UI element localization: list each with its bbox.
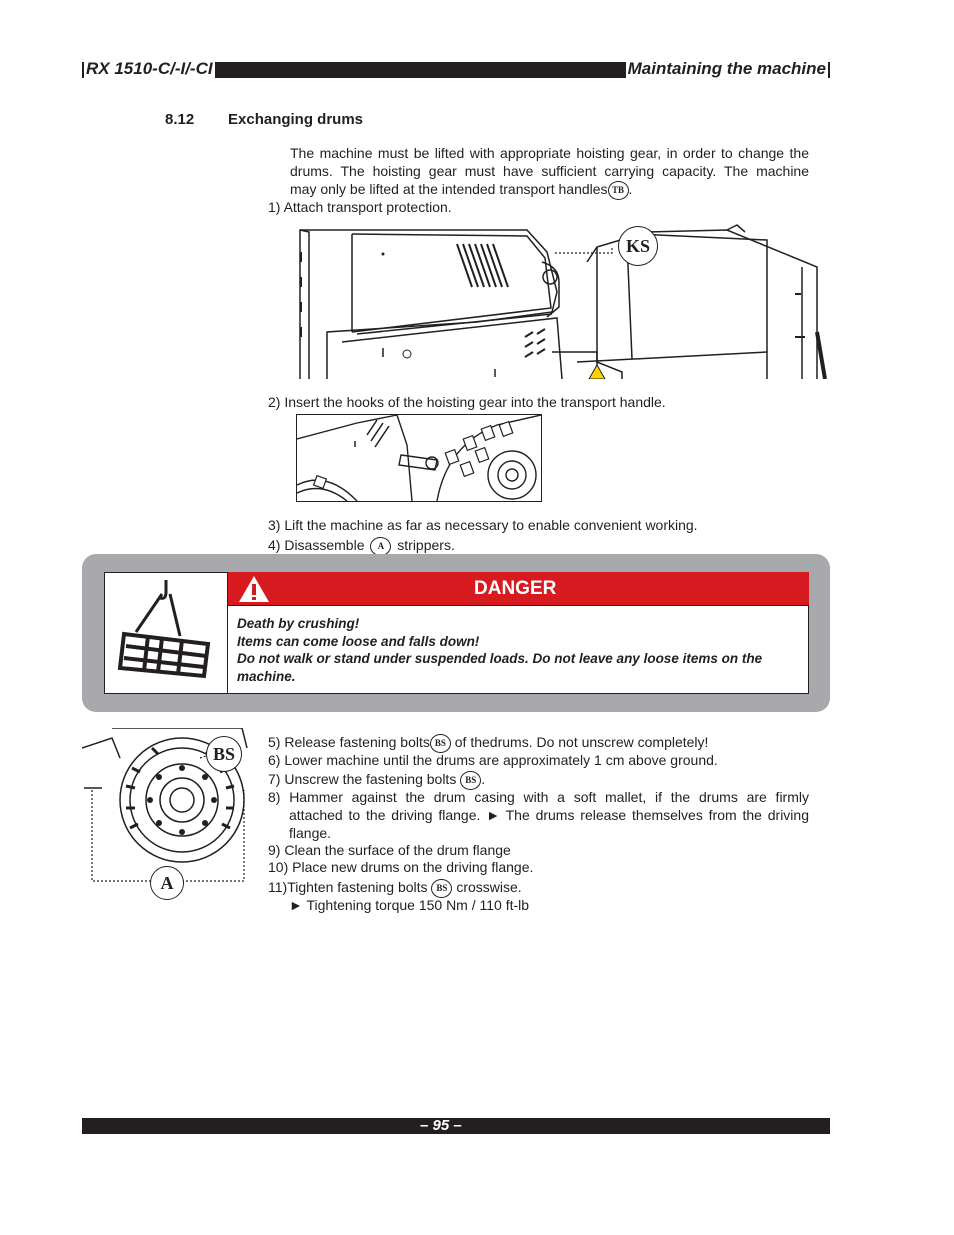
step-5-end: of thedrums. Do not unscrew completely!	[454, 734, 709, 750]
bs-callout-icon: BS	[460, 771, 481, 790]
intro-line-3-end: .	[628, 181, 633, 197]
section-number: 8.12	[165, 111, 195, 128]
step-4	[268, 536, 455, 556]
figure-hoisting-hook	[296, 414, 542, 502]
intro-line-1: The machine must be lifted with appropriate hoisting gear, in order to change the	[290, 145, 809, 161]
danger-message	[237, 615, 805, 685]
step-8-line-3: flange.	[289, 825, 332, 841]
step-5	[268, 733, 708, 753]
a-label-icon: A	[150, 866, 184, 900]
suspended-load-icon	[104, 572, 226, 692]
a-callout-icon: A	[370, 537, 391, 556]
suspended-load-pictogram	[104, 572, 228, 694]
intro-line-3-text: may only be lifted at the intended transport handles	[290, 181, 608, 197]
machine-side-view-illustration	[297, 222, 827, 379]
danger-line-2: Items can come loose and falls down!	[237, 633, 480, 649]
step-9: 9) Clean the surface of the drum flange	[268, 842, 511, 858]
step-11-end: crosswise.	[456, 879, 522, 895]
header-model: RX 1510-C/-I/-CI	[86, 59, 213, 78]
step-6: 6) Lower machine until the drums are approximately 1 cm above ground.	[268, 752, 718, 768]
figure-transport-protection	[297, 222, 827, 379]
step-2: 2) Insert the hooks of the hoisting gear into the transport handle.	[268, 394, 666, 410]
intro-line-2: drums. The hoisting gear must have sufficient carrying capacity. The machine	[290, 163, 809, 179]
ks-label-icon: KS	[618, 226, 658, 266]
danger-line-1: Death by crushing!	[237, 616, 360, 631]
section-title: Exchanging drums	[228, 111, 364, 128]
figure-drum	[82, 728, 254, 908]
page-footer-bar	[82, 1118, 830, 1134]
intro-paragraph	[290, 144, 809, 200]
step-4-text: 4) Disassemble	[268, 537, 365, 553]
warning-triangle-icon	[238, 575, 270, 603]
step-10: 10) Place new drums on the driving flange.	[268, 859, 534, 875]
step-11-text: 11)Tighten fastening bolts	[268, 879, 428, 895]
danger-line-3: Do not walk or stand under suspended loads. Do not leave any loose items on the machine.	[237, 651, 763, 684]
tb-callout-icon: TB	[608, 181, 629, 200]
step-5-text: 5) Release fastening bolts	[268, 734, 430, 750]
hook-detail-illustration	[297, 415, 541, 501]
page-number: – 95 –	[420, 1117, 462, 1134]
step-4-end: strippers.	[397, 537, 455, 553]
step-8-line-1: 8) Hammer against the drum casing with a soft mallet, if the drums are firmly	[268, 789, 809, 805]
step-11	[268, 878, 522, 898]
step-7-end: .	[481, 771, 486, 787]
danger-header	[228, 572, 809, 606]
step-8-line-2: attached to the driving flange. ► The drums release themselves from the driving	[289, 807, 809, 823]
intro-line-3	[290, 180, 809, 200]
step-7-text: 7) Unscrew the fastening bolts	[268, 771, 457, 787]
bs-callout-icon: BS	[430, 734, 451, 753]
step-7	[268, 770, 485, 790]
step-3: 3) Lift the machine as far as necessary to enable convenient working.	[268, 517, 698, 533]
step-8	[268, 788, 809, 842]
bs-callout-icon: BS	[431, 879, 452, 898]
danger-title: DANGER	[474, 578, 557, 599]
bs-label-icon: BS	[206, 736, 242, 772]
header-chapter: Maintaining the machine	[627, 59, 826, 78]
step-1: 1) Attach transport protection.	[268, 199, 452, 215]
page-header-bar	[82, 59, 830, 78]
step-11-torque: ► Tightening torque 150 Nm / 110 ft-lb	[289, 897, 530, 913]
